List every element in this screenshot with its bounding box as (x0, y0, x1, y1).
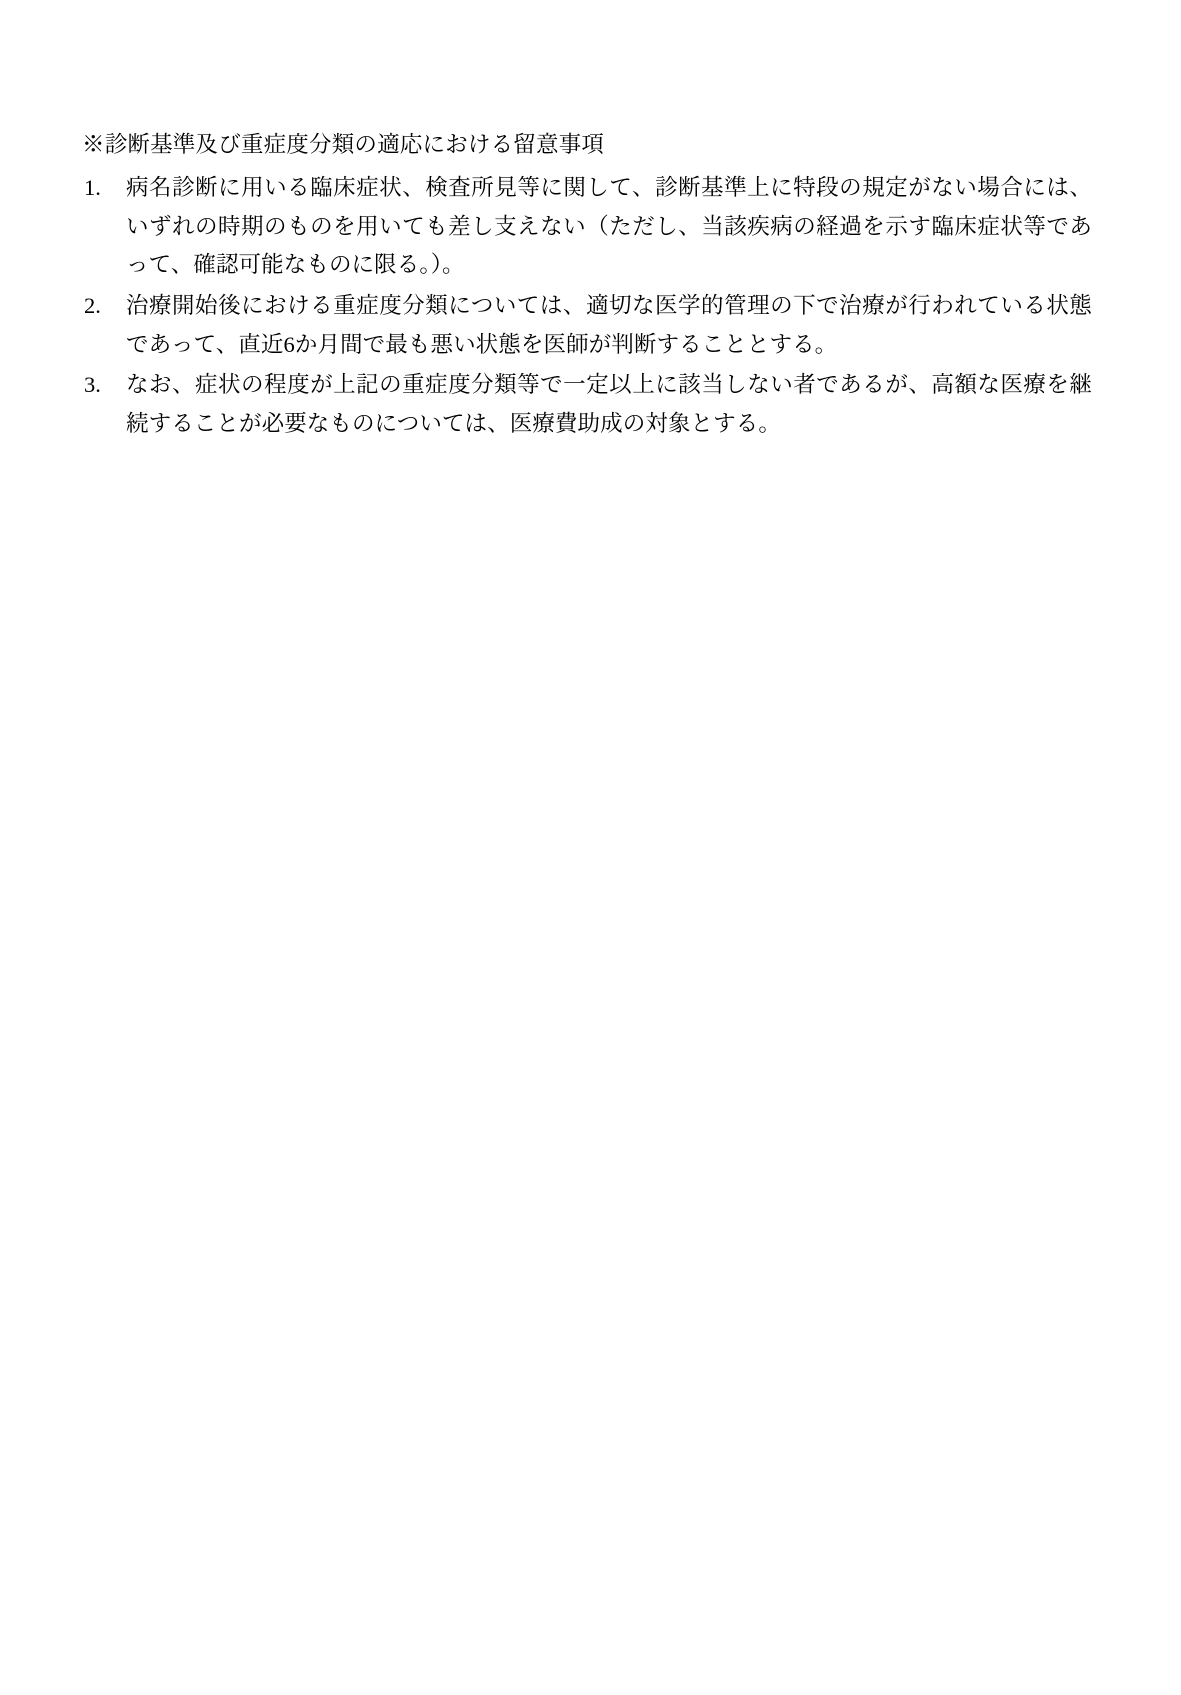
list-item (82, 366, 1092, 443)
page-title: ※診断基準及び重症度分類の適応における留意事項 (82, 132, 605, 157)
list-item (82, 287, 1092, 364)
list-item-text: 病名診断に用いる臨床症状、検査所見等に関して、診断基準上に特段の規定がない場合には、いずれの時期のものを用いても差し支えない（ただし、当該疾病の経過を示す臨床症状等であって、確認可能なものに限る。）。 (126, 174, 1092, 278)
list-item-marker: 3. (84, 372, 101, 398)
list-item-marker: 2. (84, 292, 101, 318)
list-item-text: 治療開始後における重症度分類については、適切な医学的管理の下で治療が行われている状態であって、直近6か月間で最も悪い状態を医師が判断することとする。 (126, 292, 1092, 357)
document-content (82, 128, 1092, 446)
list-item-marker: 1. (84, 174, 101, 200)
list-item-text: なお、症状の程度が上記の重症度分類等で一定以上に該当しない者であるが、高額な医療を継続することが必要なものについては、医療費助成の対象とする。 (126, 372, 1092, 436)
notes-list (82, 169, 1092, 444)
list-item (82, 169, 1092, 285)
